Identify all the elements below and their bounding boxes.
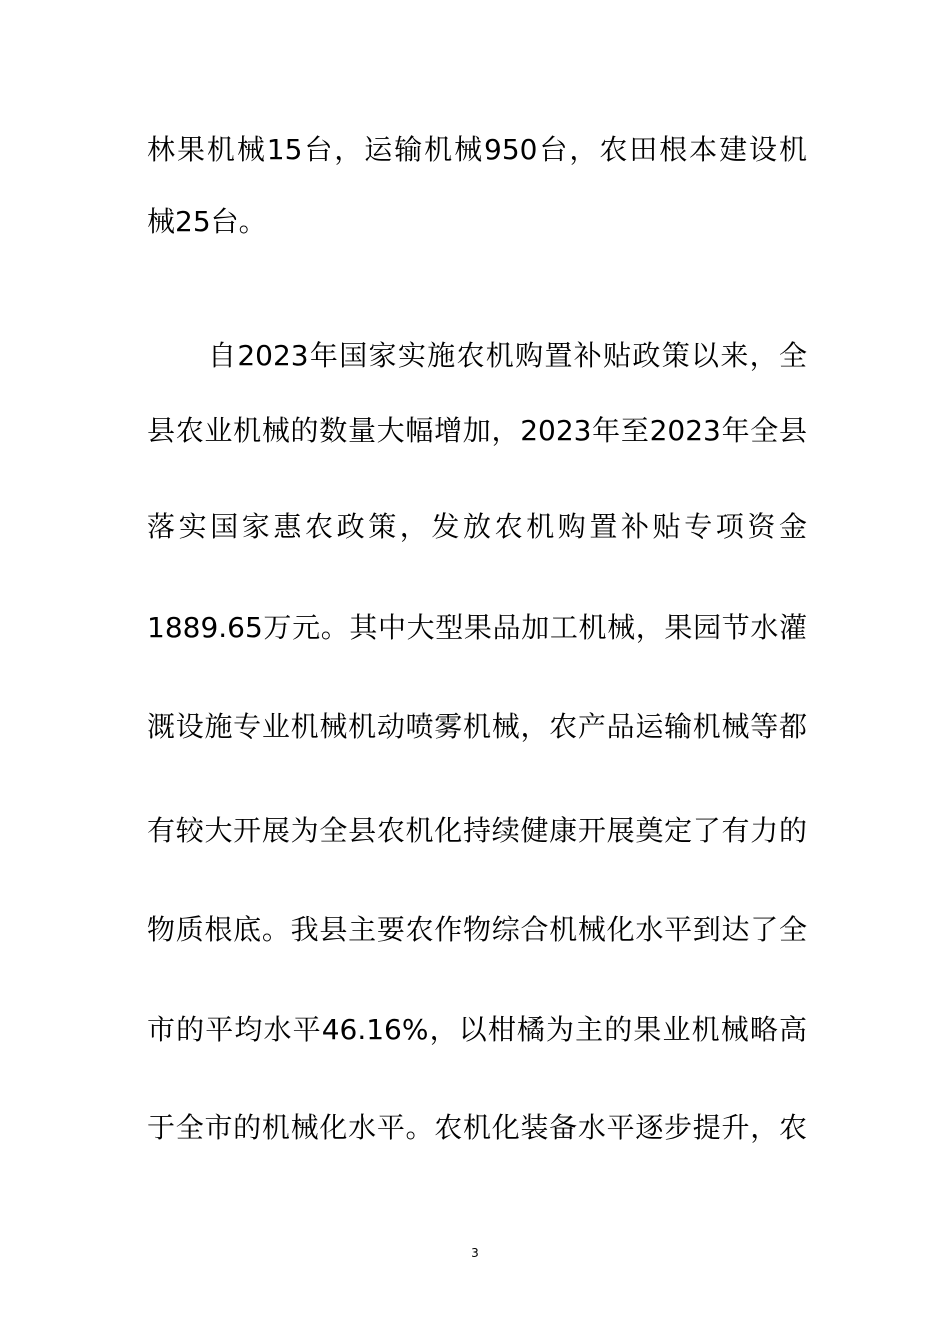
page-number: 3 bbox=[471, 1246, 479, 1260]
text-line: 林果机械15台，运输机械950台，农田根本建设机 bbox=[147, 133, 807, 166]
text-line: 溉设施专业机械机动喷雾机械，农产品运输机械等都 bbox=[147, 710, 807, 743]
text-line: 物质根底。我县主要农作物综合机械化水平到达了全 bbox=[147, 913, 807, 946]
text-line: 市的平均水平46.16%，以柑橘为主的果业机械略高 bbox=[147, 1013, 807, 1046]
text-line: 县农业机械的数量大幅增加，2023年至2023年全县 bbox=[147, 414, 807, 447]
text-line: 于全市的机械化水平。农机化装备水平逐步提升，农 bbox=[147, 1111, 807, 1144]
text-line: 械25台。 bbox=[147, 205, 267, 238]
text-line: 有较大开展为全县农机化持续健康开展奠定了有力的 bbox=[147, 814, 807, 847]
paragraph-first-line: 自2023年国家实施农机购置补贴政策以来，全 bbox=[208, 339, 807, 372]
text-line: 1889.65万元。其中大型果品加工机械，果园节水灌 bbox=[147, 611, 807, 644]
text-line: 落实国家惠农政策，发放农机购置补贴专项资金 bbox=[147, 510, 807, 543]
